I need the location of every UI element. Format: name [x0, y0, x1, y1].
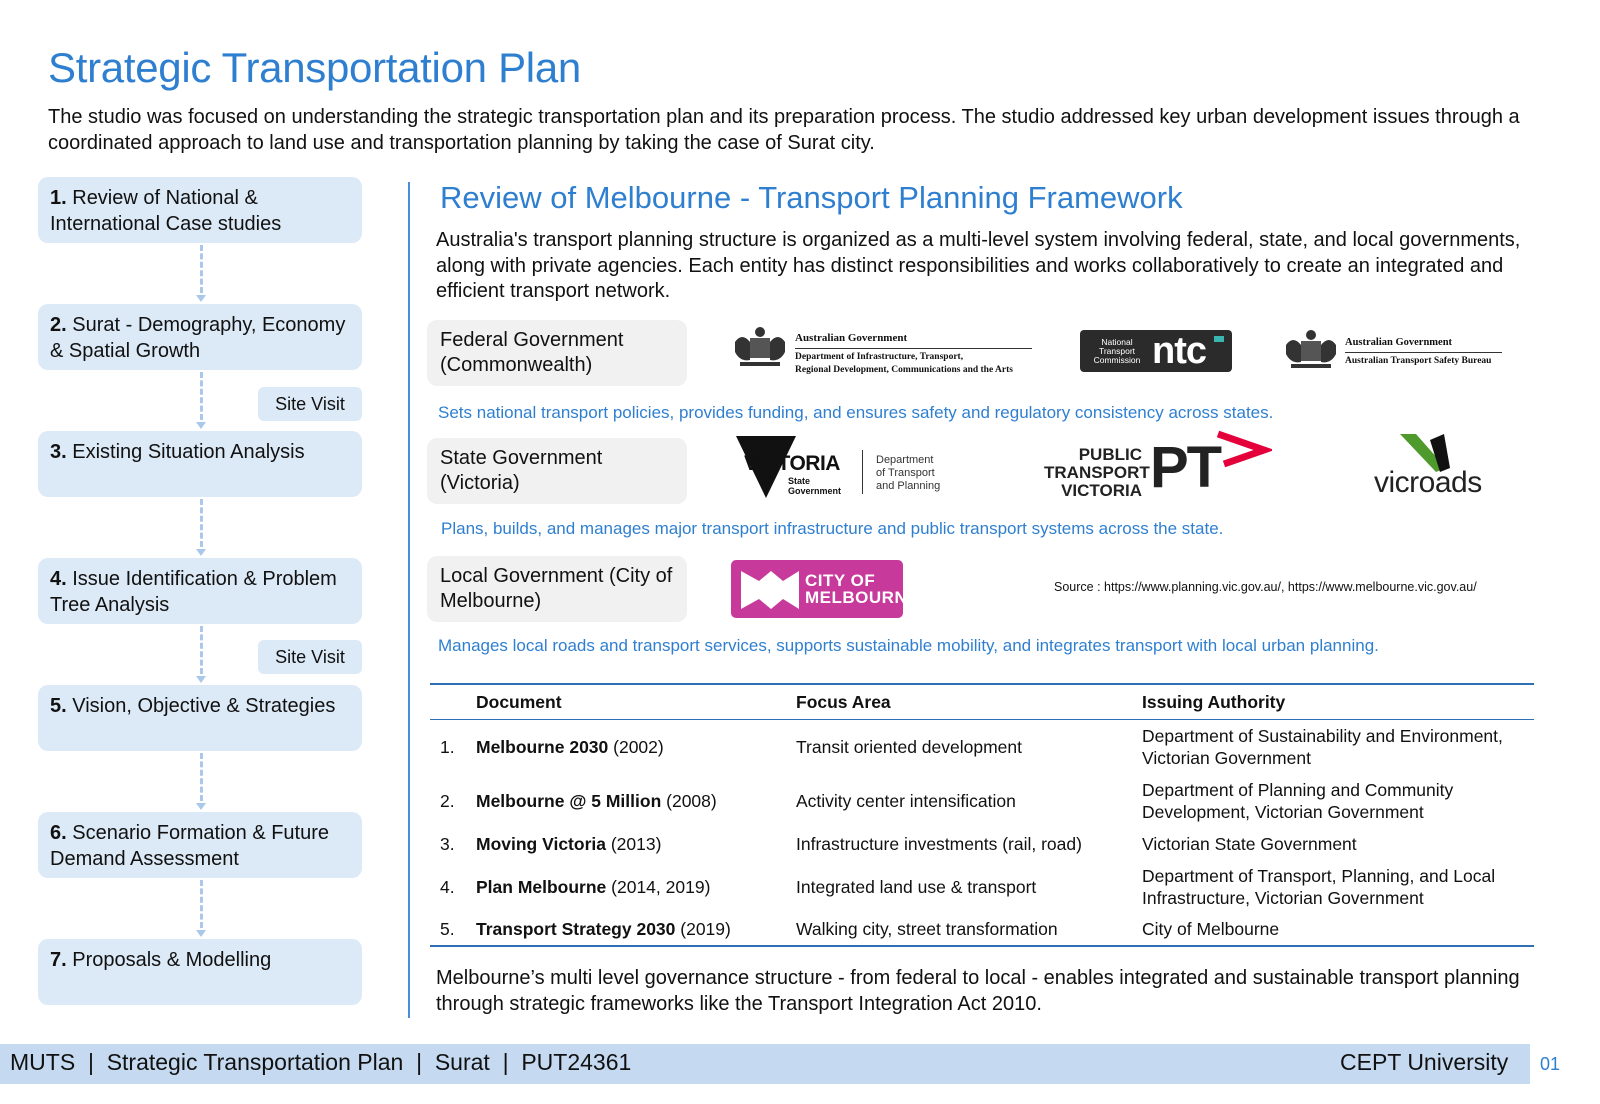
arrow-down-icon	[196, 549, 206, 556]
connector-6	[200, 880, 203, 928]
table-header-row	[430, 684, 1534, 720]
step-7: 7. Proposals & Modelling	[38, 939, 362, 1005]
connector-1	[200, 245, 203, 293]
section-title: Review of Melbourne - Transport Planning Framework	[440, 180, 1183, 215]
page-title: Strategic Transportation Plan	[48, 44, 581, 91]
documents-table	[430, 683, 1534, 947]
header-document: Document	[476, 684, 796, 720]
level-state-note: Plans, builds, and manages major transport infrastructure and public transport systems across the state.	[441, 519, 1224, 538]
step-5: 5. Vision, Objective & Strategies	[38, 685, 362, 751]
coat-of-arms-icon	[1282, 326, 1340, 372]
vicroads-logo: vicroads	[1374, 432, 1502, 500]
table-row: 3. Moving Victoria (2013) Infrastructure investments (rail, road) Victorian State Government	[440, 833, 1357, 854]
ntc-accent	[1214, 336, 1224, 342]
step-3: 3. Existing Situation Analysis	[38, 431, 362, 497]
ntc-logo: National Transport Commission ntc	[1080, 330, 1232, 372]
level-federal: Federal Government (Commonwealth)	[427, 320, 687, 386]
arrow-down-icon	[196, 422, 206, 429]
page-number: 01	[1540, 1054, 1561, 1074]
public-transport-victoria-logo: PUBLIC TRANSPORT VICTORIA PT	[1044, 430, 1272, 500]
table-row: 2. Melbourne @ 5 Million (2008) Activity center intensification Department of Planning and Community Development, Victorian Government	[440, 779, 1454, 822]
source-note: Source : https://www.planning.vic.gov.au/, https://www.melbourne.vic.gov.au/	[1054, 580, 1477, 594]
section-description: Australia's transport planning structure is organized as a multi-level system involving federal, state, and local governments, along with private agencies. Each entity has distinct responsibilities and works collaboratively to create an integrated and efficient transport network.	[436, 229, 1521, 302]
table-row: 4. Plan Melbourne (2014, 2019) Integrated land use & transport Department of Transport, Planning, and Local Infrastructure, Victorian Government	[440, 865, 1496, 908]
city-of-melbourne-logo: CITY OF MELBOURNE	[731, 560, 903, 618]
header-focus-area: Focus Area	[796, 684, 1142, 720]
connector-2	[200, 372, 203, 420]
connector-4	[200, 626, 203, 674]
site-visit-badge: Site Visit	[258, 640, 362, 674]
level-state: State Government (Victoria)	[427, 438, 687, 504]
arrow-down-icon	[196, 676, 206, 683]
ptv-arrow-icon	[1212, 430, 1272, 470]
level-local-note: Manages local roads and transport services, supports sustainable mobility, and integrates transport with local urban planning.	[438, 636, 1379, 655]
level-federal-note: Sets national transport policies, provides funding, and ensures safety and regulatory consistency across states.	[438, 403, 1274, 422]
site-visit-badge: Site Visit	[258, 387, 362, 421]
connector-5	[200, 753, 203, 801]
victoria-state-government-logo: VICTORIA State Government Department of Transport and Planning	[736, 436, 946, 500]
step-2: 2. Surat - Demography, Economy & Spatial Growth	[38, 304, 362, 370]
step-1: 1. Review of National & International Case studies	[38, 177, 362, 243]
coat-of-arms-icon	[730, 322, 790, 372]
summary-paragraph: Melbourne’s multi level governance structure - from federal to local - enables integrated and sustainable transport planning through strategic frameworks like the Transport Integration Act 2010.	[436, 967, 1520, 1015]
table-row: 1. Melbourne 2030 (2002) Transit oriented development Department of Sustainability and Environment, Victorian Government	[440, 725, 1503, 768]
arrow-down-icon	[196, 803, 206, 810]
level-local: Local Government (City of Melbourne)	[427, 556, 687, 622]
header-issuing-authority: Issuing Authority	[1142, 684, 1534, 720]
connector-3	[200, 499, 203, 547]
australian-transport-safety-bureau-logo: Australian Government Australian Transport Safety Bureau	[1282, 326, 1504, 372]
step-6: 6. Scenario Formation & Future Demand Assessment	[38, 812, 362, 878]
arrow-down-icon	[196, 930, 206, 937]
footer-university: CEPT University	[1340, 1049, 1509, 1075]
table-row: 5. Transport Strategy 2030 (2019) Walking city, street transformation City of Melbourne	[430, 914, 1534, 946]
australian-government-infrastructure-logo: Australian Government Department of Infrastructure, Transport, Regional Development, Communications and the Arts	[730, 322, 1035, 380]
step-4: 4. Issue Identification & Problem Tree Analysis	[38, 558, 362, 624]
arrow-down-icon	[196, 295, 206, 302]
footer-course-info: MUTS | Strategic Transportation Plan | Surat | PUT24361	[10, 1049, 632, 1075]
intro-paragraph: The studio was focused on understanding the strategic transportation plan and its preparation process. The studio addressed key urban development issues through a coordinated approach to land use and transportation planning by taking the case of Surat city.	[48, 106, 1520, 154]
vertical-divider	[408, 182, 410, 1018]
melbourne-m-icon	[741, 567, 801, 611]
